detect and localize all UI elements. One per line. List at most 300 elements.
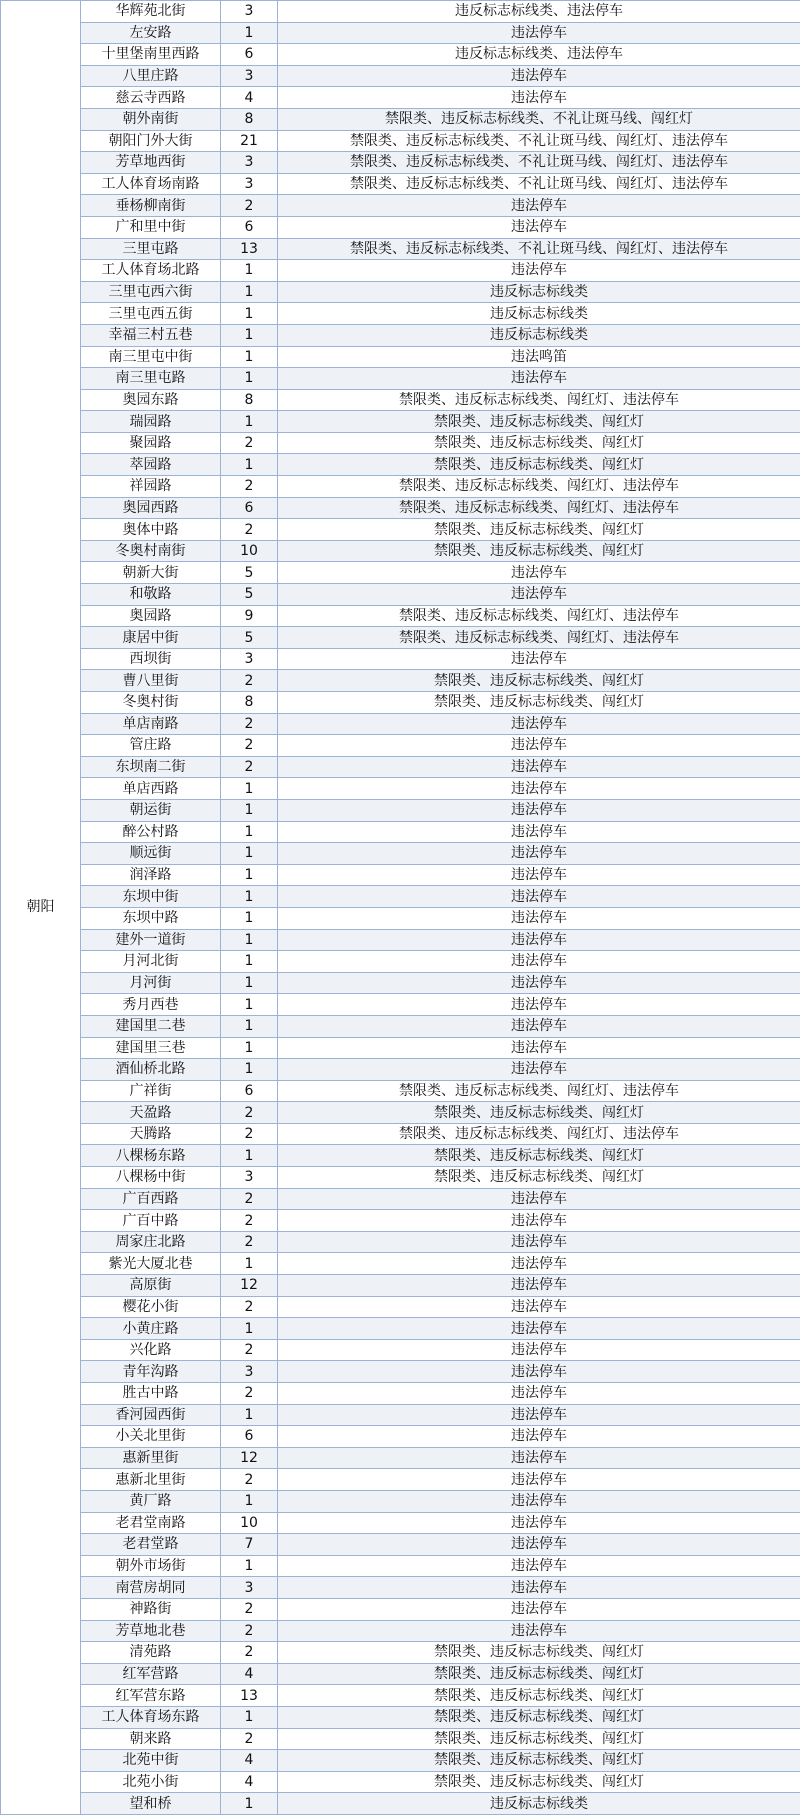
violation-type-cell: 禁限类、违反标志标线类、闯红灯 bbox=[278, 540, 800, 562]
violation-type-cell: 违法停车 bbox=[278, 713, 800, 735]
table-row bbox=[1, 692, 800, 714]
violation-type-cell: 违法鸣笛 bbox=[278, 346, 800, 368]
table-row bbox=[1, 1231, 800, 1253]
road-name-cell: 高原街 bbox=[81, 1275, 221, 1297]
road-name-cell: 冬奥村街 bbox=[81, 692, 221, 714]
road-name-cell: 萃园路 bbox=[81, 454, 221, 476]
violation-type-cell: 违法停车 bbox=[278, 756, 800, 778]
violation-type-cell: 违法停车 bbox=[278, 994, 800, 1016]
violation-count-cell: 2 bbox=[221, 476, 278, 498]
violation-count-cell: 1 bbox=[221, 972, 278, 994]
road-name-cell: 东坝南二街 bbox=[81, 756, 221, 778]
table-row bbox=[1, 929, 800, 951]
table-row bbox=[1, 22, 800, 44]
violation-count-cell: 3 bbox=[221, 173, 278, 195]
road-name-cell: 管庄路 bbox=[81, 735, 221, 757]
road-name-cell: 黄厂路 bbox=[81, 1490, 221, 1512]
table-row bbox=[1, 238, 800, 260]
table-row bbox=[1, 1037, 800, 1059]
road-name-cell: 建国里二巷 bbox=[81, 1015, 221, 1037]
violation-type-cell: 禁限类、违反标志标线类、闯红灯 bbox=[278, 1706, 800, 1728]
road-name-cell: 酒仙桥北路 bbox=[81, 1059, 221, 1081]
violation-count-cell: 2 bbox=[221, 1123, 278, 1145]
road-name-cell: 南三里屯中街 bbox=[81, 346, 221, 368]
table-row bbox=[1, 1620, 800, 1642]
road-name-cell: 广祥街 bbox=[81, 1080, 221, 1102]
violation-count-cell: 4 bbox=[221, 1771, 278, 1793]
violation-count-cell: 1 bbox=[221, 303, 278, 325]
road-name-cell: 朝外市场街 bbox=[81, 1555, 221, 1577]
table-row bbox=[1, 1296, 800, 1318]
table-row bbox=[1, 821, 800, 843]
violation-count-cell: 3 bbox=[221, 648, 278, 670]
road-name-cell: 秀月西巷 bbox=[81, 994, 221, 1016]
violation-type-cell: 禁限类、违反标志标线类、闯红灯 bbox=[278, 1145, 800, 1167]
violation-count-cell: 1 bbox=[221, 1318, 278, 1340]
violation-count-cell: 2 bbox=[221, 1598, 278, 1620]
violation-type-cell: 违反标志标线类 bbox=[278, 303, 800, 325]
table-row bbox=[1, 130, 800, 152]
violation-count-cell: 1 bbox=[221, 907, 278, 929]
violation-count-cell: 1 bbox=[221, 1015, 278, 1037]
road-name-cell: 十里堡南里西路 bbox=[81, 44, 221, 66]
table-row bbox=[1, 584, 800, 606]
violation-type-cell: 禁限类、违反标志标线类、闯红灯、违法停车 bbox=[278, 389, 800, 411]
table-row bbox=[1, 1145, 800, 1167]
table-row bbox=[1, 886, 800, 908]
road-name-cell: 醉公村路 bbox=[81, 821, 221, 843]
table-row bbox=[1, 1685, 800, 1707]
road-name-cell: 聚园路 bbox=[81, 432, 221, 454]
table-row bbox=[1, 562, 800, 584]
violation-count-cell: 2 bbox=[221, 713, 278, 735]
violation-type-cell: 禁限类、违反标志标线类、不礼让斑马线、闯红灯、违法停车 bbox=[278, 173, 800, 195]
violation-count-cell: 13 bbox=[221, 1685, 278, 1707]
violation-count-cell: 1 bbox=[221, 1404, 278, 1426]
road-name-cell: 和敬路 bbox=[81, 584, 221, 606]
road-name-cell: 朝来路 bbox=[81, 1728, 221, 1750]
road-name-cell: 垂杨柳南街 bbox=[81, 195, 221, 217]
violation-type-cell: 违法停车 bbox=[278, 972, 800, 994]
road-name-cell: 冬奥村南街 bbox=[81, 540, 221, 562]
district-cell: 朝阳 bbox=[1, 1, 81, 1815]
violation-type-cell: 违法停车 bbox=[278, 195, 800, 217]
violation-type-cell: 违法停车 bbox=[278, 1059, 800, 1081]
road-name-cell: 东坝中路 bbox=[81, 907, 221, 929]
violation-count-cell: 2 bbox=[221, 1210, 278, 1232]
table-row bbox=[1, 44, 800, 66]
table-row bbox=[1, 1706, 800, 1728]
violation-type-cell: 违法停车 bbox=[278, 735, 800, 757]
table-row bbox=[1, 1102, 800, 1124]
violation-count-cell: 1 bbox=[221, 454, 278, 476]
violation-count-cell: 1 bbox=[221, 281, 278, 303]
violation-type-cell: 违法停车 bbox=[278, 1210, 800, 1232]
road-name-cell: 工人体育场南路 bbox=[81, 173, 221, 195]
table-row bbox=[1, 65, 800, 87]
table-row bbox=[1, 1771, 800, 1793]
road-name-cell: 祥园路 bbox=[81, 476, 221, 498]
violation-type-cell: 违法停车 bbox=[278, 1361, 800, 1383]
violation-type-cell: 违法停车 bbox=[278, 907, 800, 929]
violation-type-cell: 违法停车 bbox=[278, 648, 800, 670]
road-name-cell: 奥园路 bbox=[81, 605, 221, 627]
table-row bbox=[1, 195, 800, 217]
table-row bbox=[1, 1210, 800, 1232]
road-name-cell: 广百中路 bbox=[81, 1210, 221, 1232]
road-name-cell: 八里庄路 bbox=[81, 65, 221, 87]
road-name-cell: 南营房胡同 bbox=[81, 1577, 221, 1599]
violation-count-cell: 2 bbox=[221, 1469, 278, 1491]
violation-count-cell: 1 bbox=[221, 1037, 278, 1059]
violation-type-cell: 违法停车 bbox=[278, 1469, 800, 1491]
road-name-cell: 东坝中街 bbox=[81, 886, 221, 908]
road-name-cell: 广百西路 bbox=[81, 1188, 221, 1210]
violation-count-cell: 2 bbox=[221, 1728, 278, 1750]
road-name-cell: 建国里三巷 bbox=[81, 1037, 221, 1059]
road-name-cell: 青年沟路 bbox=[81, 1361, 221, 1383]
violation-type-cell: 禁限类、违反标志标线类、闯红灯 bbox=[278, 519, 800, 541]
violation-count-cell: 6 bbox=[221, 216, 278, 238]
violation-type-cell: 禁限类、违反标志标线类、不礼让斑马线、闯红灯、违法停车 bbox=[278, 238, 800, 260]
violation-count-cell: 4 bbox=[221, 1750, 278, 1772]
violation-type-cell: 违法停车 bbox=[278, 562, 800, 584]
violation-count-cell: 1 bbox=[221, 821, 278, 843]
road-name-cell: 奥体中路 bbox=[81, 519, 221, 541]
table-row bbox=[1, 1728, 800, 1750]
violation-count-cell: 8 bbox=[221, 692, 278, 714]
violation-count-cell: 1 bbox=[221, 1145, 278, 1167]
violation-count-cell: 1 bbox=[221, 778, 278, 800]
table-row bbox=[1, 108, 800, 130]
table-row bbox=[1, 1123, 800, 1145]
road-name-cell: 曹八里街 bbox=[81, 670, 221, 692]
violation-type-cell: 违法停车 bbox=[278, 1447, 800, 1469]
violation-type-cell: 违反标志标线类 bbox=[278, 1793, 800, 1815]
road-name-cell: 香河园西街 bbox=[81, 1404, 221, 1426]
violation-count-cell: 2 bbox=[221, 195, 278, 217]
road-name-cell: 望和桥 bbox=[81, 1793, 221, 1815]
road-name-cell: 南三里屯路 bbox=[81, 368, 221, 390]
road-name-cell: 樱花小街 bbox=[81, 1296, 221, 1318]
violation-count-cell: 3 bbox=[221, 65, 278, 87]
table-row bbox=[1, 303, 800, 325]
road-name-cell: 三里屯西六街 bbox=[81, 281, 221, 303]
table-row bbox=[1, 519, 800, 541]
violation-count-cell: 3 bbox=[221, 1, 278, 23]
road-name-cell: 三里屯西五街 bbox=[81, 303, 221, 325]
violation-count-cell: 7 bbox=[221, 1534, 278, 1556]
road-name-cell: 建外一道街 bbox=[81, 929, 221, 951]
violation-type-cell: 违法停车 bbox=[278, 1490, 800, 1512]
violation-type-cell: 禁限类、违反标志标线类、不礼让斑马线、闯红灯、违法停车 bbox=[278, 152, 800, 174]
violation-type-cell: 禁限类、违反标志标线类、闯红灯 bbox=[278, 1728, 800, 1750]
table-row bbox=[1, 87, 800, 109]
table-row bbox=[1, 778, 800, 800]
violation-count-cell: 8 bbox=[221, 108, 278, 130]
violation-type-cell: 违法停车 bbox=[278, 843, 800, 865]
table-row bbox=[1, 454, 800, 476]
road-name-cell: 清苑路 bbox=[81, 1642, 221, 1664]
table-row bbox=[1, 1642, 800, 1664]
road-name-cell: 朝新大街 bbox=[81, 562, 221, 584]
violation-count-cell: 10 bbox=[221, 540, 278, 562]
violation-type-cell: 违法停车 bbox=[278, 821, 800, 843]
table-row bbox=[1, 735, 800, 757]
violation-type-cell: 禁限类、违反标志标线类、闯红灯 bbox=[278, 454, 800, 476]
violation-count-cell: 2 bbox=[221, 1231, 278, 1253]
violation-count-cell: 3 bbox=[221, 1577, 278, 1599]
violation-type-cell: 违法停车 bbox=[278, 260, 800, 282]
table-row bbox=[1, 1339, 800, 1361]
table-row bbox=[1, 152, 800, 174]
road-name-cell: 工人体育场东路 bbox=[81, 1706, 221, 1728]
table-row bbox=[1, 324, 800, 346]
table-row bbox=[1, 605, 800, 627]
violation-type-cell: 禁限类、违反标志标线类、闯红灯、违法停车 bbox=[278, 1080, 800, 1102]
violation-type-cell: 违法停车 bbox=[278, 368, 800, 390]
road-name-cell: 慈云寺西路 bbox=[81, 87, 221, 109]
table-row bbox=[1, 411, 800, 433]
violation-type-cell: 禁限类、违反标志标线类、闯红灯 bbox=[278, 432, 800, 454]
table-row bbox=[1, 1253, 800, 1275]
violation-type-cell: 违法停车 bbox=[278, 1037, 800, 1059]
violation-type-cell: 违法停车 bbox=[278, 65, 800, 87]
table-row bbox=[1, 843, 800, 865]
violation-type-cell: 违法停车 bbox=[278, 1318, 800, 1340]
table-row bbox=[1, 670, 800, 692]
table-row bbox=[1, 1167, 800, 1189]
table-row bbox=[1, 951, 800, 973]
table-row bbox=[1, 1383, 800, 1405]
violation-count-cell: 2 bbox=[221, 1339, 278, 1361]
violation-count-cell: 12 bbox=[221, 1275, 278, 1297]
road-name-cell: 单店南路 bbox=[81, 713, 221, 735]
table-row bbox=[1, 627, 800, 649]
violation-count-cell: 2 bbox=[221, 1642, 278, 1664]
violation-count-cell: 1 bbox=[221, 951, 278, 973]
road-name-cell: 广和里中街 bbox=[81, 216, 221, 238]
table-row bbox=[1, 799, 800, 821]
violation-type-cell: 违法停车 bbox=[278, 778, 800, 800]
violation-type-cell: 禁限类、违反标志标线类、闯红灯、违法停车 bbox=[278, 1123, 800, 1145]
violation-type-cell: 违法停车 bbox=[278, 1620, 800, 1642]
violation-count-cell: 2 bbox=[221, 432, 278, 454]
violation-type-cell: 违法停车 bbox=[278, 1534, 800, 1556]
violation-type-cell: 违反标志标线类 bbox=[278, 281, 800, 303]
violation-type-cell: 禁限类、违反标志标线类、闯红灯 bbox=[278, 1167, 800, 1189]
table-row bbox=[1, 540, 800, 562]
violation-count-cell: 2 bbox=[221, 670, 278, 692]
violation-count-cell: 1 bbox=[221, 368, 278, 390]
road-name-cell: 神路街 bbox=[81, 1598, 221, 1620]
violation-count-cell: 2 bbox=[221, 1296, 278, 1318]
table-row bbox=[1, 1750, 800, 1772]
violation-count-cell: 2 bbox=[221, 1188, 278, 1210]
table-row bbox=[1, 1663, 800, 1685]
violation-type-cell: 禁限类、违反标志标线类、闯红灯 bbox=[278, 692, 800, 714]
road-name-cell: 奥园东路 bbox=[81, 389, 221, 411]
violation-type-cell: 违法停车 bbox=[278, 951, 800, 973]
road-name-cell: 单店西路 bbox=[81, 778, 221, 800]
violation-type-cell: 违反标志标线类、违法停车 bbox=[278, 1, 800, 23]
violation-count-cell: 1 bbox=[221, 346, 278, 368]
violation-count-cell: 2 bbox=[221, 1102, 278, 1124]
violation-type-cell: 违法停车 bbox=[278, 1598, 800, 1620]
table-row bbox=[1, 1469, 800, 1491]
violation-type-cell: 违法停车 bbox=[278, 1231, 800, 1253]
violation-count-cell: 21 bbox=[221, 130, 278, 152]
road-name-cell: 奥园西路 bbox=[81, 497, 221, 519]
violation-type-cell: 禁限类、违反标志标线类、闯红灯、违法停车 bbox=[278, 476, 800, 498]
violation-type-cell: 违法停车 bbox=[278, 1253, 800, 1275]
violation-type-cell: 违法停车 bbox=[278, 1015, 800, 1037]
violation-count-cell: 1 bbox=[221, 1793, 278, 1815]
table-row bbox=[1, 1598, 800, 1620]
violation-count-cell: 3 bbox=[221, 1167, 278, 1189]
violation-type-cell: 违法停车 bbox=[278, 1577, 800, 1599]
violation-type-cell: 违反标志标线类、违法停车 bbox=[278, 44, 800, 66]
violation-type-cell: 禁限类、违反标志标线类、闯红灯 bbox=[278, 1642, 800, 1664]
table-row bbox=[1, 994, 800, 1016]
violation-type-cell: 禁限类、违反标志标线类、闯红灯 bbox=[278, 411, 800, 433]
violation-count-cell: 1 bbox=[221, 929, 278, 951]
violation-count-cell: 1 bbox=[221, 1253, 278, 1275]
road-name-cell: 天腾路 bbox=[81, 1123, 221, 1145]
road-name-cell: 芳草地西街 bbox=[81, 152, 221, 174]
violation-count-cell: 1 bbox=[221, 22, 278, 44]
violation-count-cell: 5 bbox=[221, 562, 278, 584]
violation-type-cell: 违法停车 bbox=[278, 584, 800, 606]
table-row bbox=[1, 1080, 800, 1102]
violation-count-cell: 1 bbox=[221, 799, 278, 821]
road-name-cell: 八棵杨中街 bbox=[81, 1167, 221, 1189]
violation-type-cell: 违法停车 bbox=[278, 1275, 800, 1297]
road-name-cell: 芳草地北巷 bbox=[81, 1620, 221, 1642]
road-name-cell: 北苑小街 bbox=[81, 1771, 221, 1793]
table-row bbox=[1, 1015, 800, 1037]
table-row bbox=[1, 1534, 800, 1556]
table-row bbox=[1, 864, 800, 886]
violation-count-cell: 3 bbox=[221, 1361, 278, 1383]
violation-type-cell: 违法停车 bbox=[278, 1188, 800, 1210]
road-name-cell: 华辉苑北街 bbox=[81, 1, 221, 23]
violation-count-cell: 2 bbox=[221, 756, 278, 778]
violation-type-cell: 禁限类、违反标志标线类、闯红灯 bbox=[278, 1685, 800, 1707]
road-name-cell: 红军营东路 bbox=[81, 1685, 221, 1707]
table-row bbox=[1, 1188, 800, 1210]
violation-type-cell: 违法停车 bbox=[278, 929, 800, 951]
violation-count-cell: 1 bbox=[221, 324, 278, 346]
violation-type-cell: 违法停车 bbox=[278, 1296, 800, 1318]
violation-type-cell: 禁限类、违反标志标线类、不礼让斑马线、闯红灯、违法停车 bbox=[278, 130, 800, 152]
road-name-cell: 朝阳门外大街 bbox=[81, 130, 221, 152]
table-row bbox=[1, 1404, 800, 1426]
table-row bbox=[1, 907, 800, 929]
violation-count-cell: 4 bbox=[221, 1663, 278, 1685]
road-name-cell: 左安路 bbox=[81, 22, 221, 44]
road-name-cell: 周家庄北路 bbox=[81, 1231, 221, 1253]
table-row bbox=[1, 432, 800, 454]
road-name-cell: 工人体育场北路 bbox=[81, 260, 221, 282]
violation-type-cell: 禁限类、违反标志标线类、闯红灯 bbox=[278, 1750, 800, 1772]
table-row bbox=[1, 1512, 800, 1534]
violation-count-cell: 1 bbox=[221, 1490, 278, 1512]
table-row bbox=[1, 713, 800, 735]
road-name-cell: 北苑中街 bbox=[81, 1750, 221, 1772]
table-row bbox=[1, 1275, 800, 1297]
violation-count-cell: 6 bbox=[221, 44, 278, 66]
road-name-cell: 胜古中路 bbox=[81, 1383, 221, 1405]
violation-count-cell: 9 bbox=[221, 605, 278, 627]
violation-count-cell: 12 bbox=[221, 1447, 278, 1469]
table-row bbox=[1, 476, 800, 498]
violation-count-cell: 4 bbox=[221, 87, 278, 109]
table-row bbox=[1, 1059, 800, 1081]
violation-count-cell: 1 bbox=[221, 843, 278, 865]
road-name-cell: 惠新里街 bbox=[81, 1447, 221, 1469]
road-name-cell: 红军营路 bbox=[81, 1663, 221, 1685]
violation-count-cell: 2 bbox=[221, 519, 278, 541]
road-name-cell: 三里屯路 bbox=[81, 238, 221, 260]
violation-count-cell: 13 bbox=[221, 238, 278, 260]
violation-count-cell: 1 bbox=[221, 886, 278, 908]
violation-type-cell: 违法停车 bbox=[278, 864, 800, 886]
table-body bbox=[1, 1, 800, 1815]
table-row bbox=[1, 1490, 800, 1512]
road-name-cell: 小关北里街 bbox=[81, 1426, 221, 1448]
road-name-cell: 西坝街 bbox=[81, 648, 221, 670]
violation-type-cell: 禁限类、违反标志标线类、闯红灯、违法停车 bbox=[278, 605, 800, 627]
road-name-cell: 老君堂南路 bbox=[81, 1512, 221, 1534]
violation-count-cell: 1 bbox=[221, 1059, 278, 1081]
road-name-cell: 紫光大厦北巷 bbox=[81, 1253, 221, 1275]
violation-type-cell: 违法停车 bbox=[278, 1426, 800, 1448]
violation-type-cell: 违法停车 bbox=[278, 1339, 800, 1361]
violation-count-cell: 1 bbox=[221, 260, 278, 282]
violation-type-cell: 违法停车 bbox=[278, 886, 800, 908]
violation-count-cell: 1 bbox=[221, 411, 278, 433]
table-row bbox=[1, 368, 800, 390]
table-row bbox=[1, 346, 800, 368]
table-row bbox=[1, 497, 800, 519]
violation-count-cell: 2 bbox=[221, 1620, 278, 1642]
table-row bbox=[1, 173, 800, 195]
violation-type-cell: 禁限类、违反标志标线类、闯红灯、违法停车 bbox=[278, 627, 800, 649]
road-name-cell: 瑞园路 bbox=[81, 411, 221, 433]
table-row bbox=[1, 260, 800, 282]
violation-type-cell: 违反标志标线类 bbox=[278, 324, 800, 346]
violation-type-cell: 禁限类、违反标志标线类、闯红灯、违法停车 bbox=[278, 497, 800, 519]
violation-type-cell: 禁限类、违反标志标线类、不礼让斑马线、闯红灯 bbox=[278, 108, 800, 130]
table-row bbox=[1, 1447, 800, 1469]
road-name-cell: 天盈路 bbox=[81, 1102, 221, 1124]
violation-count-cell: 3 bbox=[221, 152, 278, 174]
violation-count-cell: 6 bbox=[221, 1080, 278, 1102]
violation-count-cell: 10 bbox=[221, 1512, 278, 1534]
violation-type-cell: 禁限类、违反标志标线类、闯红灯 bbox=[278, 670, 800, 692]
road-name-cell: 八棵杨东路 bbox=[81, 1145, 221, 1167]
violation-type-cell: 违法停车 bbox=[278, 799, 800, 821]
table-row bbox=[1, 389, 800, 411]
table-row bbox=[1, 1577, 800, 1599]
violation-count-cell: 1 bbox=[221, 994, 278, 1016]
road-name-cell: 月河街 bbox=[81, 972, 221, 994]
violation-type-cell: 违法停车 bbox=[278, 1555, 800, 1577]
road-name-cell: 惠新北里街 bbox=[81, 1469, 221, 1491]
violation-type-cell: 禁限类、违反标志标线类、闯红灯 bbox=[278, 1771, 800, 1793]
violation-count-cell: 2 bbox=[221, 1383, 278, 1405]
